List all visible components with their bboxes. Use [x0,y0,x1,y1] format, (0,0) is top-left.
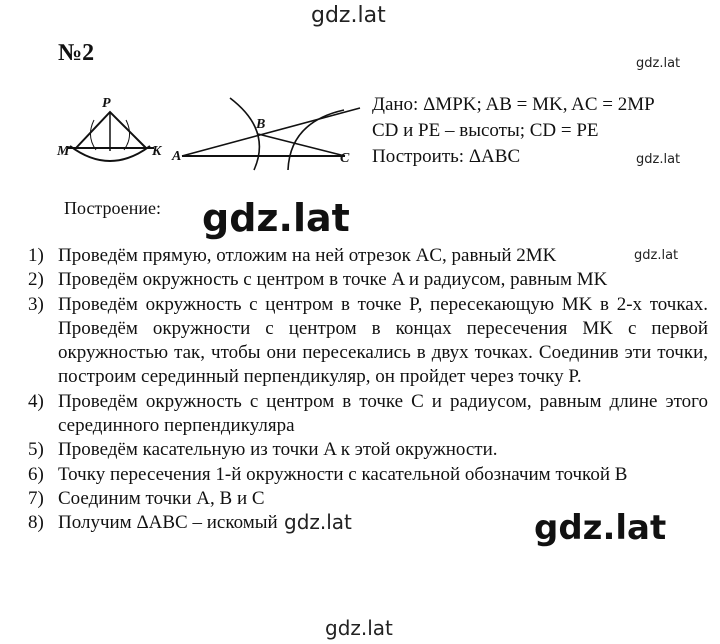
construction-steps [28,244,708,536]
step-number: 4) [28,390,44,412]
step-text: Соединим точки A, B и C [58,487,265,509]
triangle-mpk [68,112,154,161]
label-k: K [152,144,162,159]
label-m: M [57,144,70,159]
step-text: Проведём окружность с центром в точке A и радиусом, равным MK [58,269,608,291]
step-number: 6) [28,463,44,485]
watermark: gdz.lat [284,510,352,534]
given-line: Дано: ΔMPK; AB = MK, AC = 2MP [372,94,655,115]
label-c: C [340,151,350,166]
watermark: gdz.lat [311,3,386,28]
label-p: P [102,96,111,111]
task-number: №2 [58,40,95,66]
tangent-line [182,108,360,156]
watermark: gdz.lat [636,56,681,71]
arc-center-a [230,98,259,170]
given-block [372,92,655,170]
step-number: 1) [28,245,44,266]
construction-heading: Построение: [64,198,161,218]
step-item [28,487,708,511]
arc-center-c [288,110,344,170]
watermark: gdz.lat [534,508,667,548]
watermark: gdz.lat [634,248,679,263]
given-line: Построить: ΔABC [372,146,521,167]
step-item [28,463,708,487]
step-item [28,511,708,535]
arc-right [124,120,130,150]
arc-left [90,120,96,150]
step-item [28,293,708,390]
step-item [28,438,708,462]
step-number: 7) [28,487,44,509]
step-text: Точку пересечения 1-й окружности с касательной обозначим точкой B [58,463,628,485]
watermark: gdz.lat [202,196,350,240]
label-b: B [256,117,266,132]
triangle-abc [182,98,360,170]
step-text: Проведём прямую, отложим на ней отрезок AC, равный 2MK [58,245,557,266]
step-text: Получим ΔABC – искомый [58,512,278,534]
step-number: 5) [28,439,44,461]
step-text: Проведём касательную из точки A к этой окружности. [58,439,498,461]
given-line: CD и PE – высоты; CD = PE [372,120,599,141]
step-text: Проведём окружность с центром в точке C и радиусом, равным длине этого серединного перпендикуляра [58,390,708,437]
step-item [28,244,708,268]
segment-bc [258,134,345,156]
step-number: 8) [28,512,44,534]
step-text: Проведём окружность с центром в точке P, пересекающую MK в 2-х точках. Проведём окружности с центром в концах пересечения MK с первой окружностью так, чтобы они пересекались в двух точках. Соединив эти точки, построим серединный перпендикуляр, он пройдет через точку P. [58,293,708,388]
step-item [28,268,708,292]
triangle-mpk-sides [76,112,146,148]
step-number: 2) [28,269,44,291]
step-number: 3) [28,293,44,315]
label-a: A [172,149,182,164]
step-item [28,390,708,439]
watermark: gdz.lat [636,152,681,167]
watermark: gdz.lat [325,616,393,640]
